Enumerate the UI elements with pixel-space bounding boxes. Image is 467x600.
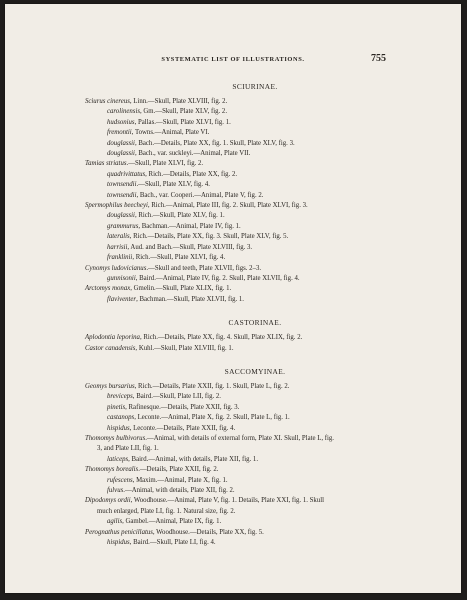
list-entry: [85, 191, 425, 201]
illustration-reference: , Rich.—Details, Plate XX, fig. 4. Skull, Plate XLIX, fig. 2.: [139, 334, 303, 342]
species-name: agilis: [107, 518, 123, 526]
illustration-reference: , Bach., var. suckleyi.—Animal, Plate VII.: [134, 150, 251, 158]
list-entry: [85, 403, 425, 413]
species-name: Sciurus cinereus: [85, 98, 130, 105]
species-name: Thomomys borealis: [85, 466, 139, 474]
list-entry: [85, 222, 425, 232]
species-name: douglassii: [107, 212, 135, 220]
species-name: grammurus: [107, 222, 139, 230]
list-entry: [85, 149, 425, 159]
illustration-reference: .—Details, Plate XXII, fig. 2.: [138, 466, 219, 474]
list-entry: [85, 528, 425, 538]
list-entry: [85, 424, 425, 434]
species-name: Geomys bursarius: [85, 382, 135, 390]
illustration-reference: , Rich.—Skull, Plate XLVI, fig. 4.: [132, 254, 226, 262]
species-name: castanops: [107, 414, 135, 422]
list-entry: [85, 274, 425, 284]
illustration-reference: , Baird.—Animal, with details, Plate XII, fig. 1.: [128, 455, 259, 463]
illustration-reference: , Maxim.—Animal, Plate X, fig. 1.: [132, 476, 228, 484]
species-name: breviceps: [107, 393, 133, 401]
list-entry: [85, 486, 425, 496]
species-name: townsendii: [107, 191, 137, 199]
species-name: flaviventer: [107, 295, 137, 303]
illustration-reference: , Bachman.—Skull, Plate XLVII, fig. 1.: [136, 295, 244, 303]
illustration-reference: , Aud. and Bach.—Skull, Plate XLVIII, fig. 3.: [127, 243, 253, 251]
section-heading: CASTORINAE.: [228, 318, 282, 328]
list-entry: [85, 201, 425, 211]
illustration-reference: .—Animal, with details, Plate XII, fig. 2.: [123, 487, 235, 494]
species-name: Aplodontia leporina: [85, 334, 140, 342]
illustration-reference: , Leconte.—Details, Plate XXII, fig. 4.: [129, 424, 236, 432]
species-name: laticeps: [107, 455, 129, 463]
list-entry: [85, 97, 425, 107]
list-entry: [85, 455, 425, 465]
illustration-reference: , Gambel.—Animal, Plate IX, fig. 1.: [122, 518, 222, 526]
illustration-reference: , Baird.—Skull, Plate LII, fig. 2.: [132, 393, 221, 401]
list-entry: [85, 465, 425, 475]
illustration-reference: , Bach., var. Cooperi.—Animal, Plate V, fig. 2.: [136, 191, 264, 199]
list-entry: [85, 295, 425, 305]
list-entry: [85, 496, 425, 506]
species-name: Castor canadensis: [85, 344, 136, 352]
species-name: fulvus: [107, 487, 124, 494]
species-name: hispidus: [107, 424, 130, 432]
species-name: rufescens: [107, 476, 133, 484]
list-entry: [85, 284, 425, 294]
section-heading: SCIURINAE.: [232, 82, 278, 91]
list-entry: [85, 264, 425, 274]
illustration-reference: , Leconte.—Animal, Plate X, fig. 2. Skull, Plate L, fig. 1.: [134, 414, 290, 422]
illustration-list: [85, 80, 425, 548]
species-name: lateralis: [107, 233, 130, 241]
list-entry: [85, 170, 425, 180]
section-heading: SACCOMYINAE.: [224, 366, 286, 376]
illustration-reference: , Towns.—Animal, Plate VI.: [131, 129, 210, 137]
species-name: Tamias striatus: [85, 160, 127, 168]
running-header: SYSTEMATIC LIST OF ILLUSTRATIONS.: [161, 56, 305, 63]
species-name: Cynomys ludovicianus: [85, 264, 147, 272]
book-page: [5, 4, 461, 593]
list-entry: [85, 344, 425, 354]
species-name: quadrivittatus: [107, 170, 146, 178]
species-name: Perognathus penicillatus: [85, 528, 153, 536]
list-entry: [85, 434, 425, 444]
list-entry: [85, 159, 425, 169]
list-entry: [85, 476, 425, 486]
species-name: gunnisonii: [107, 274, 136, 282]
illustration-reference: , Bachman.—Animal, Plate IV, fig. 1.: [138, 222, 241, 230]
illustration-reference: , Rich.—Animal, Plate III, fig. 2. Skull, Plate XLVI, fig. 3.: [147, 202, 308, 210]
illustration-reference: , Linn.—Skull, Plate XLVIII, fig. 2.: [129, 98, 228, 105]
illustration-reference: .—Skull, Plate XLVI, fig. 2.: [126, 160, 204, 168]
species-name: pinetis: [107, 403, 126, 411]
list-entry: [85, 253, 425, 263]
illustration-reference: , Rich.—Details, Plate XX, fig. 2.: [145, 170, 238, 178]
list-entry: [85, 413, 425, 423]
list-entry: [85, 232, 425, 242]
illustration-reference: , Woodhouse.—Animal, Plate V, fig. 1. Details, Plate XXI, fig. 1. Skull: [130, 497, 324, 505]
species-name: douglassii: [107, 139, 135, 147]
species-name: franklinii: [107, 254, 133, 262]
species-name: Thomomys bulbivorus: [85, 434, 146, 442]
illustration-reference: .—Animal, with details of external form, Plate XI. Skull, Plate L, fig.: [145, 434, 335, 442]
list-entry: [85, 211, 425, 221]
list-entry: [85, 392, 425, 402]
species-name: douglassii: [107, 150, 135, 158]
illustration-reference: , Rich.—Skull, Plate XLV, fig. 1.: [134, 212, 225, 220]
illustration-reference: , Woodhouse.—Details, Plate XX, fig. 5.: [152, 528, 264, 536]
species-name: hispidus: [107, 539, 130, 547]
list-entry: [85, 382, 425, 392]
illustration-reference: , Gmelin.—Skull, Plate XLIX, fig. 1.: [130, 285, 232, 293]
list-entry: [85, 538, 425, 548]
species-name: townsendii: [107, 181, 137, 189]
species-name: Arctomys monax: [85, 285, 131, 293]
list-entry: [85, 139, 425, 149]
species-name: harrisii: [107, 243, 128, 251]
species-name: hudsonius: [107, 118, 135, 126]
species-name: Dipodomys ordii: [85, 497, 131, 505]
list-entry: [85, 517, 425, 527]
illustration-reference: , Rich.—Details, Plate XXII, fig. 1. Skull, Plate L, fig. 2.: [134, 382, 290, 390]
illustration-reference: .—Skull, Plate XLV, fig. 4.: [136, 181, 210, 189]
list-entry: [85, 180, 425, 190]
illustration-reference: .—Skull and teeth, Plate XLVII, figs. 2–3.: [146, 264, 262, 272]
illustration-reference: , Bach.—Details, Plate XX, fig. 1. Skull, Plate XLV, fig. 3.: [134, 139, 295, 147]
species-name: Spermophilus beecheyi: [85, 202, 148, 210]
list-entry: [85, 128, 425, 138]
entry-continuation: 3, and Plate LII, fig. 1.: [97, 445, 159, 453]
illustration-reference: , Rafinesque.—Details, Plate XXII, fig. 3.: [125, 403, 240, 411]
species-name: carolinensis: [107, 108, 140, 116]
illustration-reference: , Rich.—Details, Plate XX, fig. 3. Skull, Plate XLV, fig. 5.: [129, 233, 289, 241]
illustration-reference: , Kuhl.—Skull, Plate XLVIII, fig. 1.: [135, 344, 234, 352]
entry-continuation: much enlarged, Plate LI, fig. 1. Natural size, fig. 2.: [97, 507, 236, 515]
illustration-reference: , Gm.—Skull, Plate XLV, fig. 2.: [139, 108, 228, 116]
illustration-reference: , Baird.—Animal, Plate IV, fig. 2. Skull, Plate XLVII, fig. 4.: [135, 274, 300, 282]
list-entry: [85, 333, 425, 343]
list-entry: [85, 243, 425, 253]
illustration-reference: , Pallas.—Skull, Plate XLVI, fig. 1.: [134, 118, 231, 126]
list-entry: [85, 118, 425, 128]
page-number: 755: [371, 53, 386, 64]
illustration-reference: , Baird.—Skull, Plate LI, fig. 4.: [129, 539, 216, 547]
list-entry: [85, 107, 425, 117]
species-name: fremontii: [107, 129, 132, 137]
